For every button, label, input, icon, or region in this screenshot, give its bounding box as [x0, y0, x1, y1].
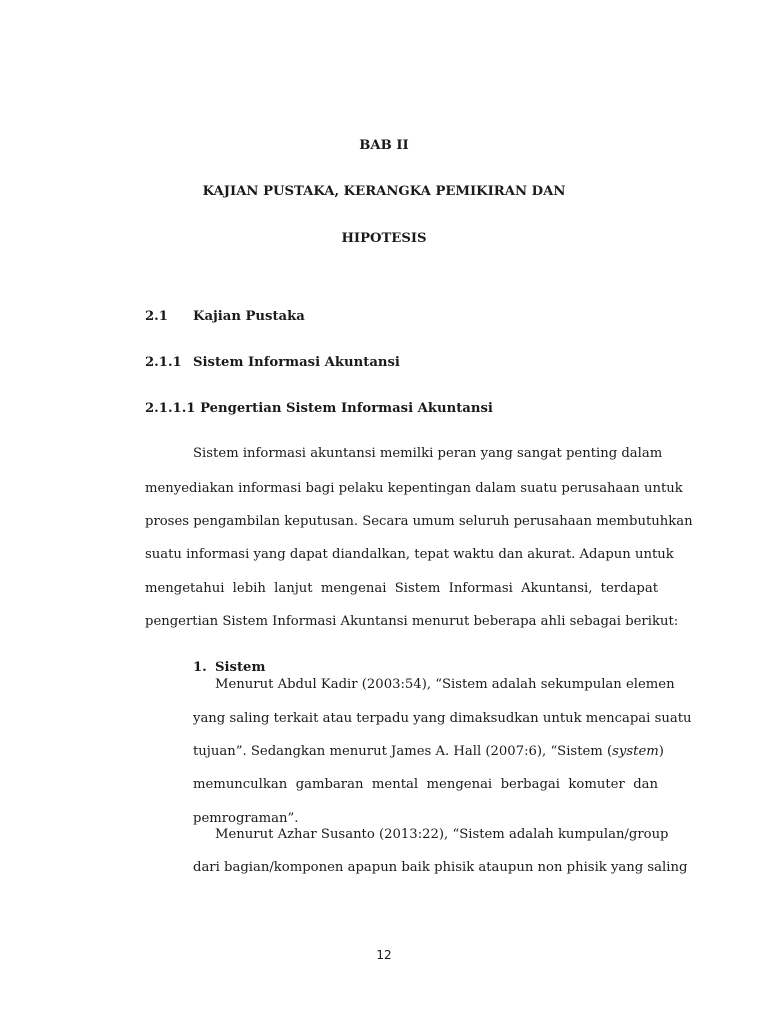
page-number: 12: [376, 948, 392, 962]
sistem-para1-line-3: [193, 744, 664, 759]
sistem-para2-line-2: dari bagian/komponen apapun baik phisik ataupun non phisik yang saling: [193, 860, 688, 875]
chapter-title-line-1: KAJIAN PUSTAKA, KERANGKA PEMIKIRAN DAN: [202, 184, 566, 199]
intro-line-1: Sistem informasi akuntansi memilki peran yang sangat penting dalam: [193, 446, 663, 461]
sistem-para1-line-3-italic: system: [612, 744, 659, 759]
chapter-label: BAB II: [359, 138, 409, 153]
sistem-para1-line-5: pemrograman”.: [193, 811, 299, 826]
sistem-para1-line-2: yang saling terkait atau terpadu yang dimaksudkan untuk mencapai suatu: [193, 711, 692, 726]
heading-2-1-number: 2.1: [145, 309, 168, 324]
sistem-para2-line-1: Menurut Azhar Susanto (2013:22), “Sistem adalah kumpulan/group: [215, 827, 669, 842]
chapter-title-line-2: HIPOTESIS: [341, 231, 427, 246]
intro-line-5: mengetahui lebih lanjut mengenai Sistem Informasi Akuntansi, terdapat: [145, 581, 658, 596]
heading-2-1-1-text: Sistem Informasi Akuntansi: [193, 355, 400, 370]
intro-line-3: proses pengambilan keputusan. Secara umum seluruh perusahaan membutuhkan: [145, 514, 693, 529]
intro-line-2: menyediakan informasi bagi pelaku kepentingan dalam suatu perusahaan untuk: [145, 481, 683, 496]
intro-line-6: pengertian Sistem Informasi Akuntansi menurut beberapa ahli sebagai berikut:: [145, 614, 679, 629]
heading-2-1-1-number: 2.1.1: [145, 355, 182, 370]
sistem-para1-line-1: Menurut Abdul Kadir (2003:54), “Sistem adalah sekumpulan elemen: [215, 677, 675, 692]
sistem-para1-line-3-text: tujuan”. Sedangkan menurut James A. Hall (2007:6), “Sistem (: [193, 744, 613, 759]
list-item-number: 1.: [193, 660, 207, 675]
intro-line-4: suatu informasi yang dapat diandalkan, tepat waktu dan akurat. Adapun untuk: [145, 547, 674, 562]
heading-2-1-text: Kajian Pustaka: [193, 309, 305, 324]
list-item-title: Sistem: [215, 660, 266, 675]
heading-2-1-1-1: 2.1.1.1 Pengertian Sistem Informasi Akuntansi: [145, 401, 493, 416]
sistem-para1-line-3-close: ): [658, 744, 664, 759]
sistem-para1-line-4: memunculkan gambaran mental mengenai berbagai komuter dan: [193, 777, 658, 792]
